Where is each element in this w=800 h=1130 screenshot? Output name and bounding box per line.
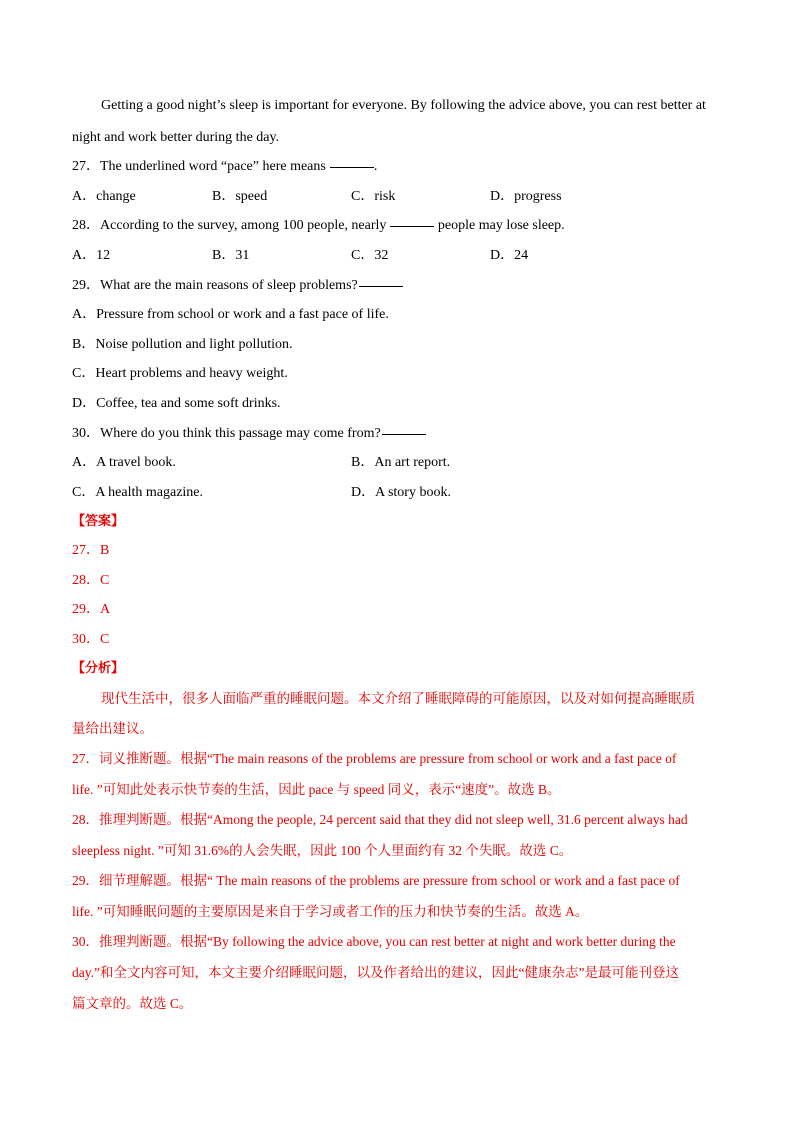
- answer-item: 30．C: [72, 632, 110, 647]
- analysis-heading: 【分析】: [72, 661, 125, 676]
- question-stem: 30．Where do you think this passage may come from?: [72, 426, 381, 441]
- passage-line: night and work better during the day.: [72, 130, 280, 145]
- analysis-30: day.”和全文内容可知，本文主要介绍睡眠问题，以及作者给出的建议，因此“健康杂志”是最可能刊登这: [72, 965, 679, 980]
- question-stem: 29．What are the main reasons of sleep problems?: [72, 278, 358, 293]
- analysis-28: sleepless night. ”可知 31.6%的人会失眠，因此 100 个人里面约有 32 个失眠。故选 C。: [72, 843, 573, 858]
- analysis-27: life. ”可知此处表示快节奏的生活，因此 pace 与 speed 同义，表示“速度”。故选 B。: [72, 782, 561, 797]
- option: A．Pressure from school or work and a fast pace of life.: [72, 307, 389, 322]
- answer-item: 29．A: [72, 602, 111, 617]
- analysis-30: 30．推理判断题。根据“By following the advice above, you can rest better at night and work better during the: [72, 934, 676, 949]
- option: C．A health magazine.: [72, 485, 204, 500]
- option: B．speed: [212, 189, 268, 204]
- answer-item: 27．B: [72, 543, 110, 558]
- option: D．A story book.: [351, 485, 451, 500]
- option: B．Noise pollution and light pollution.: [72, 337, 293, 352]
- option: C．32: [351, 248, 389, 263]
- analysis-27: 27．词义推断题。根据“The main reasons of the problems are pressure from school or work and a fast pace of: [72, 751, 677, 766]
- option: A．12: [72, 248, 111, 263]
- passage-line: Getting a good night’s sleep is important for everyone. By following the advice above, you can rest better at: [101, 98, 706, 113]
- analysis-29: life. ”可知睡眠问题的主要原因是来自于学习或者工作的压力和快节奏的生活。故选 A。: [72, 904, 589, 919]
- question-stem: 28．According to the survey, among 100 people, nearly: [72, 218, 387, 233]
- answer-item: 28．C: [72, 573, 110, 588]
- analysis-29: 29．细节理解题。根据“ The main reasons of the problems are pressure from school or work and a fast pace of: [72, 873, 680, 888]
- question-stem-end: people may lose sleep.: [437, 218, 565, 233]
- option: D．progress: [490, 189, 562, 204]
- option: C．risk: [351, 189, 396, 204]
- option: D．Coffee, tea and some soft drinks.: [72, 396, 281, 411]
- option: B．31: [212, 248, 250, 263]
- answer-blank: [390, 226, 434, 227]
- analysis-28: 28．推理判断题。根据“Among the people, 24 percent said that they did not sleep well, 31.6 percent always had: [72, 812, 688, 827]
- answer-blank: [330, 167, 374, 168]
- question-30: [72, 425, 426, 443]
- answer-blank: [382, 434, 426, 435]
- answer-blank: [359, 286, 403, 287]
- analysis-summary: 量给出建议。: [72, 721, 153, 736]
- question-29: [72, 277, 403, 295]
- option: A．change: [72, 189, 136, 204]
- answer-heading: 【答案】: [72, 514, 125, 529]
- question-28: [72, 217, 565, 235]
- analysis-summary: 现代生活中，很多人面临严重的睡眠问题。本文介绍了睡眠障碍的可能原因，以及对如何提高睡眠质: [101, 691, 695, 706]
- option: B．An art report.: [351, 455, 451, 470]
- question-stem: 27．The underlined word “pace” here means: [72, 159, 326, 174]
- analysis-30: 篇文章的。故选 C。: [72, 996, 193, 1011]
- option: D．24: [490, 248, 529, 263]
- question-27: [72, 158, 377, 176]
- option: A．A travel book.: [72, 455, 176, 470]
- option: C．Heart problems and heavy weight.: [72, 366, 288, 381]
- question-stem-end: .: [373, 159, 378, 174]
